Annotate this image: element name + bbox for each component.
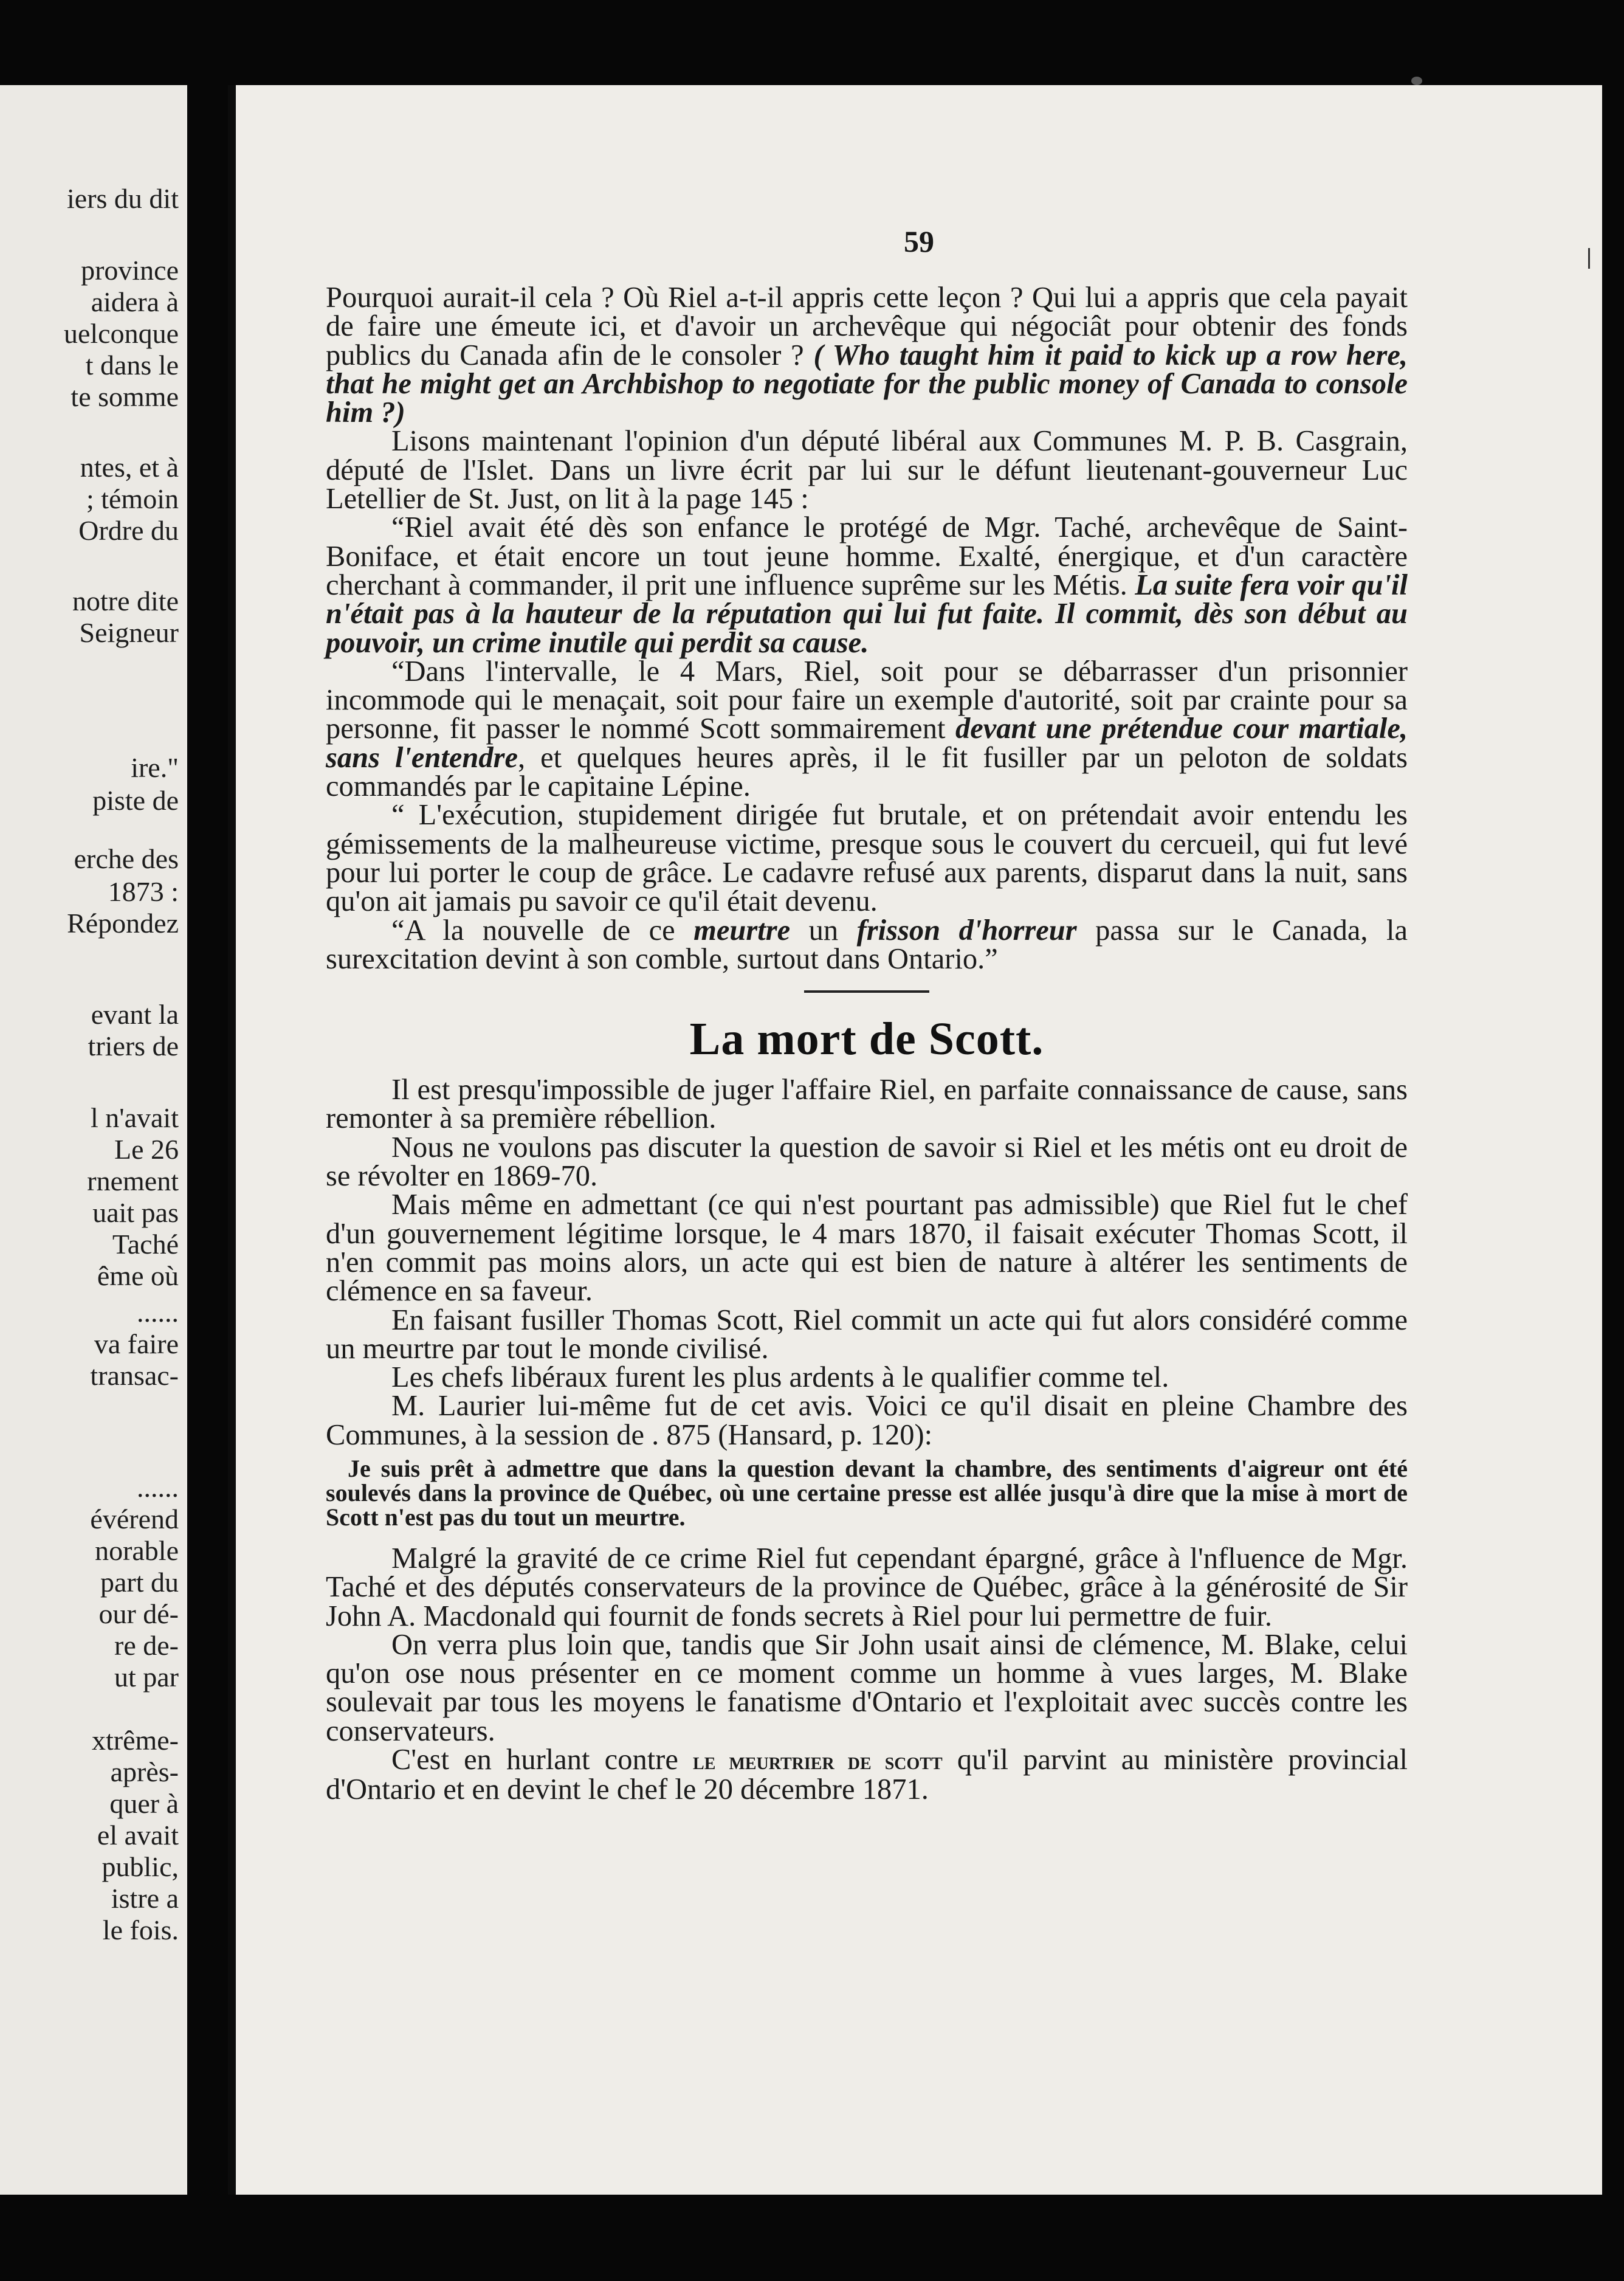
left-page-line: ire." xyxy=(131,752,179,783)
section-paragraph-8: On verra plus loin que, tandis que Sir John usait ainsi de clémence, M. Blake, celui qu'on ose nous présenter en ce moment comme un homme à vues larges, M. Blake soulevait par tous les moyens le fanatisme d'Ontario et l'exploitait avec succès contre les conservateurs. xyxy=(326,1628,1408,1747)
laurier-quote: Je suis prêt à admettre que dans la question devant la chambre, des sentiments d'aigreur ont été soulevés dans la province de Québec, où une certaine presse est allée jusqu'à dire que la mise à mort de Scott n'est pas du tout un meurtre. xyxy=(326,1454,1408,1531)
paragraph-6-tail: passa sur le Canada, la surexcitation devint à son comble, surtout dans Ontario.” xyxy=(326,914,1408,975)
left-page-line: notre dite xyxy=(72,585,179,616)
left-page-line: t dans le xyxy=(85,350,179,381)
left-page-line: le fois. xyxy=(102,1914,179,1945)
left-page-line: triers de xyxy=(88,1030,179,1061)
left-page-line: xtrême- xyxy=(91,1725,179,1756)
left-page-line: public, xyxy=(102,1851,179,1882)
main-page xyxy=(236,85,1602,2195)
left-page-line: uelconque xyxy=(63,318,179,349)
paragraph-6-italic-meurtre: meurtre xyxy=(693,914,791,947)
left-page-line: évérend xyxy=(90,1503,179,1534)
section-paragraph-9 xyxy=(326,1745,1408,1804)
left-page-line: uait pas xyxy=(92,1197,179,1228)
paragraph-6-text-2: un xyxy=(790,914,857,947)
paragraph-4 xyxy=(326,657,1408,801)
left-page-line: our dé- xyxy=(98,1598,179,1629)
section-paragraph-4: En faisant fusiller Thomas Scott, Riel commit un acte qui fut alors considéré comme un meurtre par tout le monde civilisé. xyxy=(326,1303,1408,1365)
page-divider-shadow xyxy=(228,85,236,2195)
left-page-line: quer à xyxy=(109,1788,179,1819)
paragraph-2: Lisons maintenant l'opinion d'un député libéral aux Communes M. P. B. Casgrain, député de l'Islet. Dans un livre écrit par lui sur le défunt lieutenant-gouverneur Luc Letellier de St. Just, on lit à la page 145 : xyxy=(326,425,1408,516)
english-quote: ( Who taught him it paid to kick up a row here, that he might get an Archbishop to negotiate for the public money of Canada to console him ? xyxy=(326,339,1408,429)
left-page-line: ntes, et à xyxy=(80,452,179,483)
section-paragraph-9-tail: qu'il parvint au ministère provincial d'Ontario et en devint le chef le 20 décembre 1871. xyxy=(326,1744,1408,1806)
left-page-line: part du xyxy=(100,1567,179,1598)
english-quote-close: ) xyxy=(395,396,405,429)
left-page-line: iers du dit xyxy=(67,183,179,214)
left-page-line: el avait xyxy=(97,1820,179,1851)
paragraph-6-text: “A la nouvelle de ce xyxy=(391,914,694,947)
paragraph-3-text: “Riel avait été dès son enfance le protégé de Mgr. Taché, archevêque de Saint-Boniface, et était encore un tout jeune homme. Exalté, énergique, et d'un caractère cherchant à commander, il prit une influence suprême sur les Métis. xyxy=(326,511,1408,601)
left-page-fragment xyxy=(0,85,187,2195)
left-page-line: Le 26 xyxy=(114,1134,179,1165)
paragraph-5: “ L'exécution, stupidement dirigée fut brutale, et on prétendait avoir entendu les gémissements de la malheureuse victime, presque sous le couvert du cercueil, qui fut levé pour lui porter le coup de grâce. Le cadavre refusé aux parents, disparut dans la nuit, sans qu'on ait jamais pu savoir ce qu'il était devenu. xyxy=(326,799,1408,918)
main-text-column xyxy=(326,283,1408,1804)
left-page-line: re de- xyxy=(114,1630,179,1661)
paragraph-6-italic-frisson: frisson d'horreur xyxy=(856,914,1077,947)
left-page-line: Taché xyxy=(112,1229,179,1260)
paragraph-4-italic: devant une prétendue cour martiale, sans l'entendre xyxy=(326,713,1408,774)
ink-blot xyxy=(1411,77,1422,85)
left-page-line: rnement xyxy=(87,1165,179,1196)
section-title: La mort de Scott. xyxy=(689,1013,1044,1065)
section-paragraph-6: M. Laurier lui-même fut de cet avis. Voici ce qu'il disait en pleine Chambre des Communes, à la session de . 875 (Hansard, p. 120): xyxy=(326,1390,1408,1451)
left-page-line: va faire xyxy=(94,1328,179,1359)
left-page-line: erche des xyxy=(74,843,179,874)
left-page-line: après- xyxy=(110,1756,179,1787)
left-page-line: l n'avait xyxy=(91,1102,179,1133)
section-paragraph-5: Les chefs libéraux furent les plus ardents à le qualifier comme tel. xyxy=(391,1361,1169,1394)
left-page-line: Ordre du xyxy=(78,515,179,546)
left-page-line: piste de xyxy=(92,785,179,816)
paragraph-1 xyxy=(326,283,1408,427)
left-page-line: te somme xyxy=(71,381,179,412)
left-page-line: 1873 : xyxy=(108,876,179,907)
paragraph-6 xyxy=(326,916,1408,974)
left-page-line: ême où xyxy=(97,1260,179,1291)
left-page-line: aidera à xyxy=(91,286,179,317)
left-page-line: ...... xyxy=(137,1472,179,1503)
section-paragraph-9-text: C'est en hurlant contre xyxy=(391,1744,693,1776)
le-meurtrier-de-scott: le meurtrier de scott xyxy=(693,1747,943,1775)
left-page-line: istre a xyxy=(111,1883,179,1914)
paragraph-3-italic: La suite fera voir qu'il n'était pas à la hauteur de la réputation qui lui fut faite. Il commit, dès son début au pouvoir, un crime inutile qui perdit sa cause. xyxy=(326,568,1408,659)
left-page-line: norable xyxy=(95,1535,179,1566)
left-page-line: ...... xyxy=(137,1297,179,1328)
paragraph-1-text: Pourquoi aurait-il cela ? Où Riel a-t-il appris cette leçon ? Qui lui a appris que cela payait de faire une émeute ici, et d'avoir un archevêque qui négociât pour obtenir des fonds publics du Canada afin de le consoler ? xyxy=(326,281,1408,371)
paragraph-3 xyxy=(326,513,1408,657)
left-page-line: Répondez xyxy=(67,908,179,939)
section-paragraph-3: Mais même en admettant (ce qui n'est pourtant pas admissible) que Riel fut le chef d'un gouvernement légitime lorsque, le 4 mars 1870, il faisait exécuter Thomas Scott, il n'en commit pas moins alors, un acte qui est bien de nature à altérer les sentiments de clémence en sa faveur. xyxy=(326,1189,1408,1308)
paragraph-4-text: “Dans l'intervalle, le 4 Mars, Riel, soit pour se débarrasser d'un prisonnier incommode qui le menaçait, soit pour faire un exemple d'autorité, soit par crainte pour sa personne, fit passer le nommé Scott sommairement xyxy=(326,655,1408,745)
section-paragraph-2: Nous ne voulons pas discuter la question de savoir si Riel et les métis ont eu droit de se révolter en 1869-70. xyxy=(326,1131,1408,1193)
section-paragraph-7: Malgré la gravité de ce crime Riel fut cependant épargné, grâce à l'nfluence de Mgr. Taché et des députés conservateurs de la province de Québec, grâce à la générosité de Sir John A. Macdonald qui fournit de fonds secrets à Riel pour lui permettre de fuir. xyxy=(326,1542,1408,1632)
section-divider xyxy=(804,990,929,993)
left-page-line: Seigneur xyxy=(79,617,179,648)
page-number: 59 xyxy=(904,224,934,258)
paragraph-4-tail: , et quelques heures après, il le fit fusiller par un peloton de soldats commandés par le capitaine Lépine. xyxy=(326,741,1408,803)
left-page-line: transac- xyxy=(90,1360,179,1391)
section-paragraph-1: Il est presqu'impossible de juger l'affaire Riel, en parfaite connaissance de cause, sans remonter à sa première rébellion. xyxy=(326,1074,1408,1135)
left-page-line: ; témoin xyxy=(86,483,179,514)
left-page-line: evant la xyxy=(91,999,179,1030)
left-page-line: ut par xyxy=(114,1662,179,1693)
left-page-line: province xyxy=(81,255,179,286)
